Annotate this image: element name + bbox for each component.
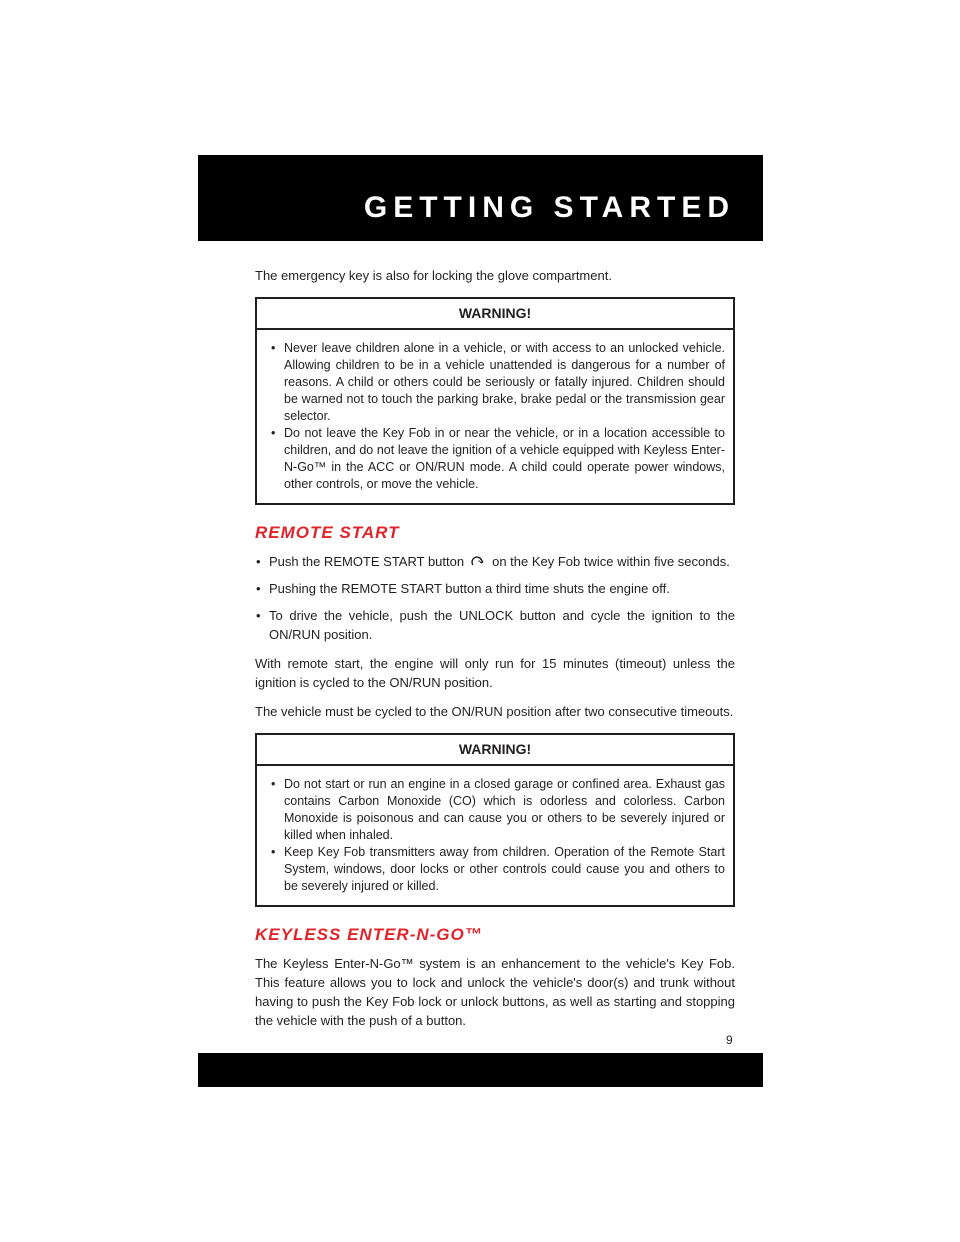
warning-title: WARNING!	[257, 299, 733, 330]
bullet-text: on the Key Fob twice within five seconds.	[492, 554, 730, 569]
warning-list	[257, 330, 733, 503]
warning-item: • Keep Key Fob transmitters away from children. Operation of the Remote Start System, windows, door locks or other controls could cause you and others to be severely injured or killed.	[271, 844, 725, 895]
warning-item: • Do not start or run an engine in a closed garage or confined area. Exhaust gas contains Carbon Monoxide (CO) which is odorless and colorless. Carbon Monoxide is poisonous and can cause you or others to be severely injured or killed when inhaled.	[271, 776, 725, 844]
header-band	[198, 155, 763, 241]
list-item: • Pushing the REMOTE START button a third time shuts the engine off.	[255, 579, 735, 598]
warning-item: • Do not leave the Key Fob in or near the vehicle, or in a location accessible to children, and do not leave the ignition of a vehicle equipped with Keyless Enter-N-Go™ in the ACC or ON/RUN mode. A child could operate power windows, other controls, or move the vehicle.	[271, 425, 725, 493]
intro-paragraph: The emergency key is also for locking the glove compartment.	[255, 268, 612, 283]
warning-item: • Never leave children alone in a vehicle, or with access to an unlocked vehicle. Allowing children to be in a vehicle unattended is dangerous for a number of reasons. A child or others could be seriously or fatally injured. Children should be warned not to touch the parking brake, brake pedal or the transmission gear selector.	[271, 340, 725, 425]
warning-box	[255, 733, 735, 907]
warning-title: WARNING!	[257, 735, 733, 766]
keyless-heading: KEYLESS ENTER-N-GO™	[255, 925, 483, 944]
remote-start-heading: REMOTE START	[255, 523, 400, 542]
section-header-title: GETTING STARTED	[363, 191, 735, 224]
body-paragraph: The Keyless Enter-N-Go™ system is an enhancement to the vehicle's Key Fob. This feature allows you to lock and unlock the vehicle's door(s) and trunk without having to push the Key Fob lock or unlock buttons, as well as starting and stopping the vehicle with the push of a button.	[255, 956, 735, 1028]
page-content	[255, 266, 735, 1040]
bullet-text: Push the REMOTE START button	[269, 554, 465, 569]
footer-band	[198, 1053, 763, 1087]
list-item: • To drive the vehicle, push the UNLOCK button and cycle the ignition to the ON/RUN position.	[255, 606, 735, 644]
page-number: 9	[726, 1033, 733, 1047]
svg-text:2: 2	[478, 558, 482, 564]
remote-start-list	[255, 552, 735, 644]
warning-list	[257, 766, 733, 905]
body-paragraph: The vehicle must be cycled to the ON/RUN position after two consecutive timeouts.	[255, 704, 734, 719]
remote-start-icon	[470, 554, 486, 568]
warning-box	[255, 297, 735, 505]
body-paragraph: With remote start, the engine will only run for 15 minutes (timeout) unless the ignition is cycled to the ON/RUN position.	[255, 656, 735, 690]
list-item	[255, 552, 735, 571]
